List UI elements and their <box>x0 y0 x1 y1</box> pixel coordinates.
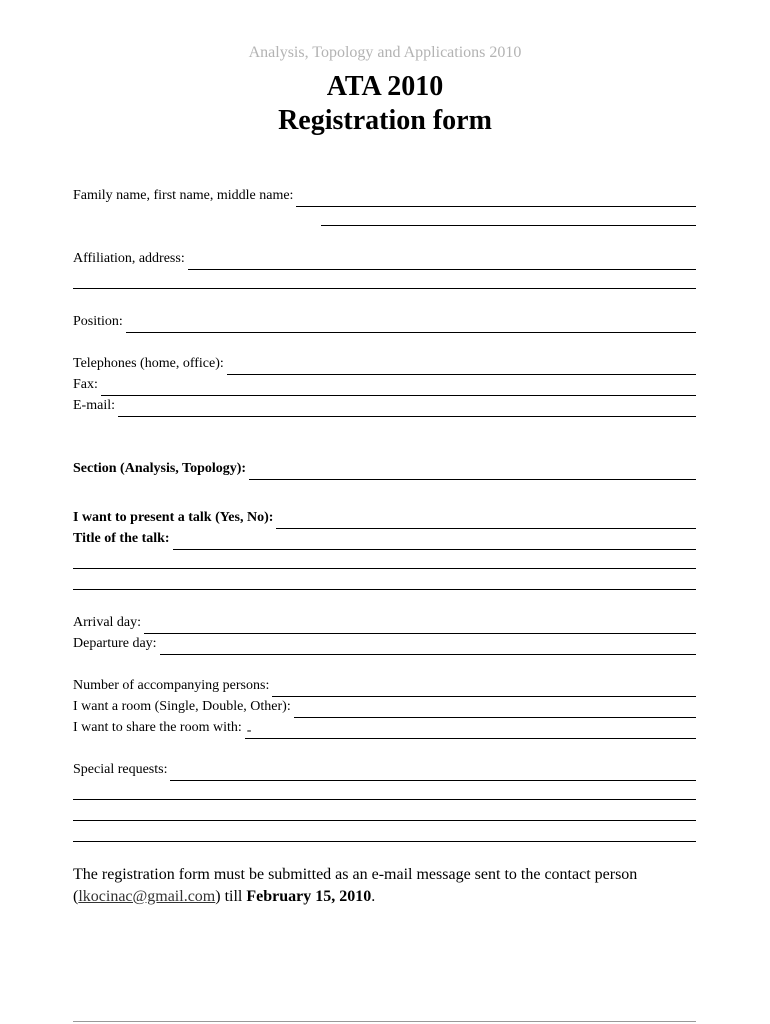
submission-note <box>73 864 713 908</box>
section-field[interactable] <box>249 464 696 480</box>
talk-title-label: Title of the talk: <box>73 531 170 546</box>
running-header: Analysis, Topology and Applications 2010 <box>248 44 522 61</box>
special-requests-field[interactable] <box>170 765 696 781</box>
section-row <box>73 460 696 480</box>
fax-label: Fax: <box>73 377 98 392</box>
share-room-label: I want to share the room with: <box>73 720 242 735</box>
deadline-date: February 15, 2010 <box>246 888 372 905</box>
note-after-email: ) till <box>215 888 247 905</box>
page-title: ATA 2010 <box>326 71 444 102</box>
share-room-row <box>73 719 696 739</box>
telephones-field[interactable] <box>227 359 696 375</box>
email-field[interactable] <box>118 401 696 417</box>
present-talk-row <box>73 509 696 529</box>
special-requests-field-line-2[interactable] <box>73 799 696 800</box>
contact-email-link[interactable]: lkocinac@gmail.com <box>78 888 216 905</box>
position-row <box>73 313 696 333</box>
position-label: Position: <box>73 314 123 329</box>
name-field[interactable] <box>296 191 696 207</box>
note-open-paren: ( <box>73 888 79 905</box>
special-requests-label: Special requests: <box>73 762 168 777</box>
special-requests-field-line-4[interactable] <box>73 841 696 842</box>
room-row <box>73 698 696 718</box>
talk-title-row <box>73 530 696 550</box>
affiliation-field-line-2[interactable] <box>73 288 696 289</box>
fax-row <box>73 376 696 396</box>
page-subtitle: Registration form <box>278 105 492 136</box>
special-requests-field-line-3[interactable] <box>73 820 696 821</box>
room-field[interactable] <box>294 702 696 718</box>
arrival-row <box>73 614 696 634</box>
note-text: The registration form must be submitted as an e-mail message sent to the contact person <box>73 866 638 883</box>
fax-field[interactable] <box>101 380 696 396</box>
departure-row <box>73 635 696 655</box>
email-label: E-mail: <box>73 398 115 413</box>
position-field[interactable] <box>126 317 696 333</box>
present-talk-label: I want to present a talk (Yes, No): <box>73 510 274 525</box>
name-row <box>73 187 696 207</box>
email-row <box>73 397 696 417</box>
accompanying-field[interactable] <box>272 681 696 697</box>
accompanying-row <box>73 677 696 697</box>
footer-rule <box>73 1021 696 1022</box>
accompanying-label: Number of accompanying persons: <box>73 678 270 693</box>
affiliation-row <box>73 250 696 270</box>
arrival-field[interactable] <box>144 618 696 634</box>
talk-title-field-line-2[interactable] <box>73 568 696 569</box>
share-room-field[interactable]: - <box>245 723 696 739</box>
name-field-line-2[interactable] <box>321 225 696 226</box>
section-label: Section (Analysis, Topology): <box>73 461 247 476</box>
telephones-row <box>73 355 696 375</box>
affiliation-field[interactable] <box>188 254 696 270</box>
departure-label: Departure day: <box>73 636 157 651</box>
talk-title-field[interactable] <box>173 534 696 550</box>
telephones-label: Telephones (home, office): <box>73 356 224 371</box>
departure-field[interactable] <box>160 639 696 655</box>
special-requests-row <box>73 761 696 781</box>
talk-title-field-line-3[interactable] <box>73 589 696 590</box>
present-talk-field[interactable] <box>276 513 696 529</box>
note-period: . <box>371 888 376 905</box>
name-label: Family name, first name, middle name: <box>73 188 294 203</box>
room-label: I want a room (Single, Double, Other): <box>73 699 291 714</box>
affiliation-label: Affiliation, address: <box>73 251 185 266</box>
arrival-label: Arrival day: <box>73 615 142 630</box>
